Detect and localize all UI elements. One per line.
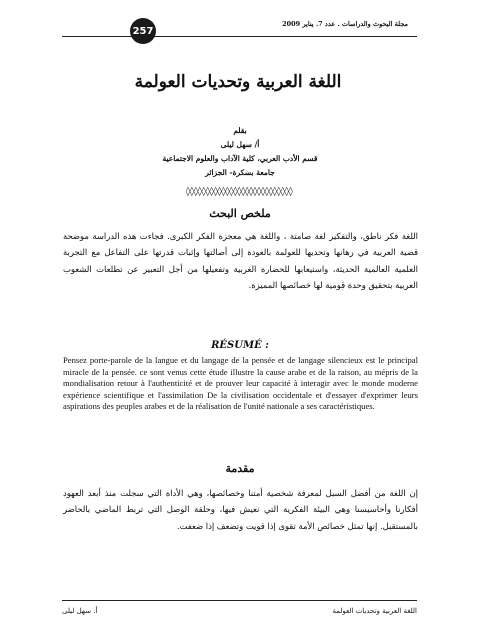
author-name: أ/ سهل ليلى [220, 140, 260, 149]
ornamental-divider: ◊◊◊◊◊◊◊◊◊◊◊◊◊◊◊◊◊◊◊◊◊◊◊◊◊◊◊ [185, 187, 293, 197]
intro-title: مقدمة [225, 462, 255, 475]
abstract-ar-text: اللغة فكر ناطق، والتفكير لغة صامتة ، واللغة هي معجزة الفكر الكبرى. فجاءت هذه الدراسة موضحة قضية العربية في رهانها وتحديها للعولمة بالعودة إلى أصالتها وإثبات قدرتها على التفاعل مع التجربة العلمية العالمية الحديثة، واستيعابها للحضارة الغربية وتفعيلها من أجل التعبير عن تطلعات الشعوب العربية بتحقيق وحدة قومية لها خصائصها المميزة. [63, 231, 418, 290]
resume-text: Pensez porte-parole de la langue et du langage de la pensée et de langage silencieux est le principal miracle de la pensée. ce sont venus cette étude illustre la cause arabe et de la raison, au mépris de la mondialisation retour à l'authenticité et de prouver leur capacité à interagir avec le monde moderne expérience scientifique et l'assimilation De la civilisation occidentale et d'essayer d'exprimer leurs aspirations des peuples arabes et de la réalisation de l'unité nationale a ses caractéristiques. [63, 355, 418, 412]
author-university: جامعة بسكرة- الجزائر [205, 168, 275, 177]
journal-header-text: مجلة البحوث والدراسات . عدد 7. يناير 2009 [282, 20, 408, 28]
abstract-ar-title: ملخص البحث [209, 207, 271, 220]
article-title: اللغة العربية وتحديات العولمة [134, 72, 342, 92]
author-department: قسم الأدب العربي، كلية الآداب والعلوم الاجتماعية [162, 154, 318, 163]
page-header [62, 12, 417, 37]
resume-title: RÉSUMÉ : [211, 340, 269, 351]
byline-prefix: بقلم [233, 126, 247, 135]
page-footer [62, 600, 417, 623]
page-number-badge: 257 [130, 18, 156, 44]
intro-text: إن اللغة من أفضل السبل لمعرفة شخصية أمتنا وخصائصها، وهي الأداة التي سجلت منذ أبعد العهود أفكارنا وأحاسيسنا وهي البيئة الفكرية التي نعيش فيها، وحلقة الوصل التي تربط الماضي بالحاضر بالمستقبل. إنها تمثل خصائص الأمة تقوى إذا قويت وتضعف إذا ضعفت. [63, 488, 418, 531]
footer-author: أ. سهل ليلى [62, 607, 98, 615]
footer-article-title: اللغة العربية وتحديات العولمة [332, 607, 417, 615]
